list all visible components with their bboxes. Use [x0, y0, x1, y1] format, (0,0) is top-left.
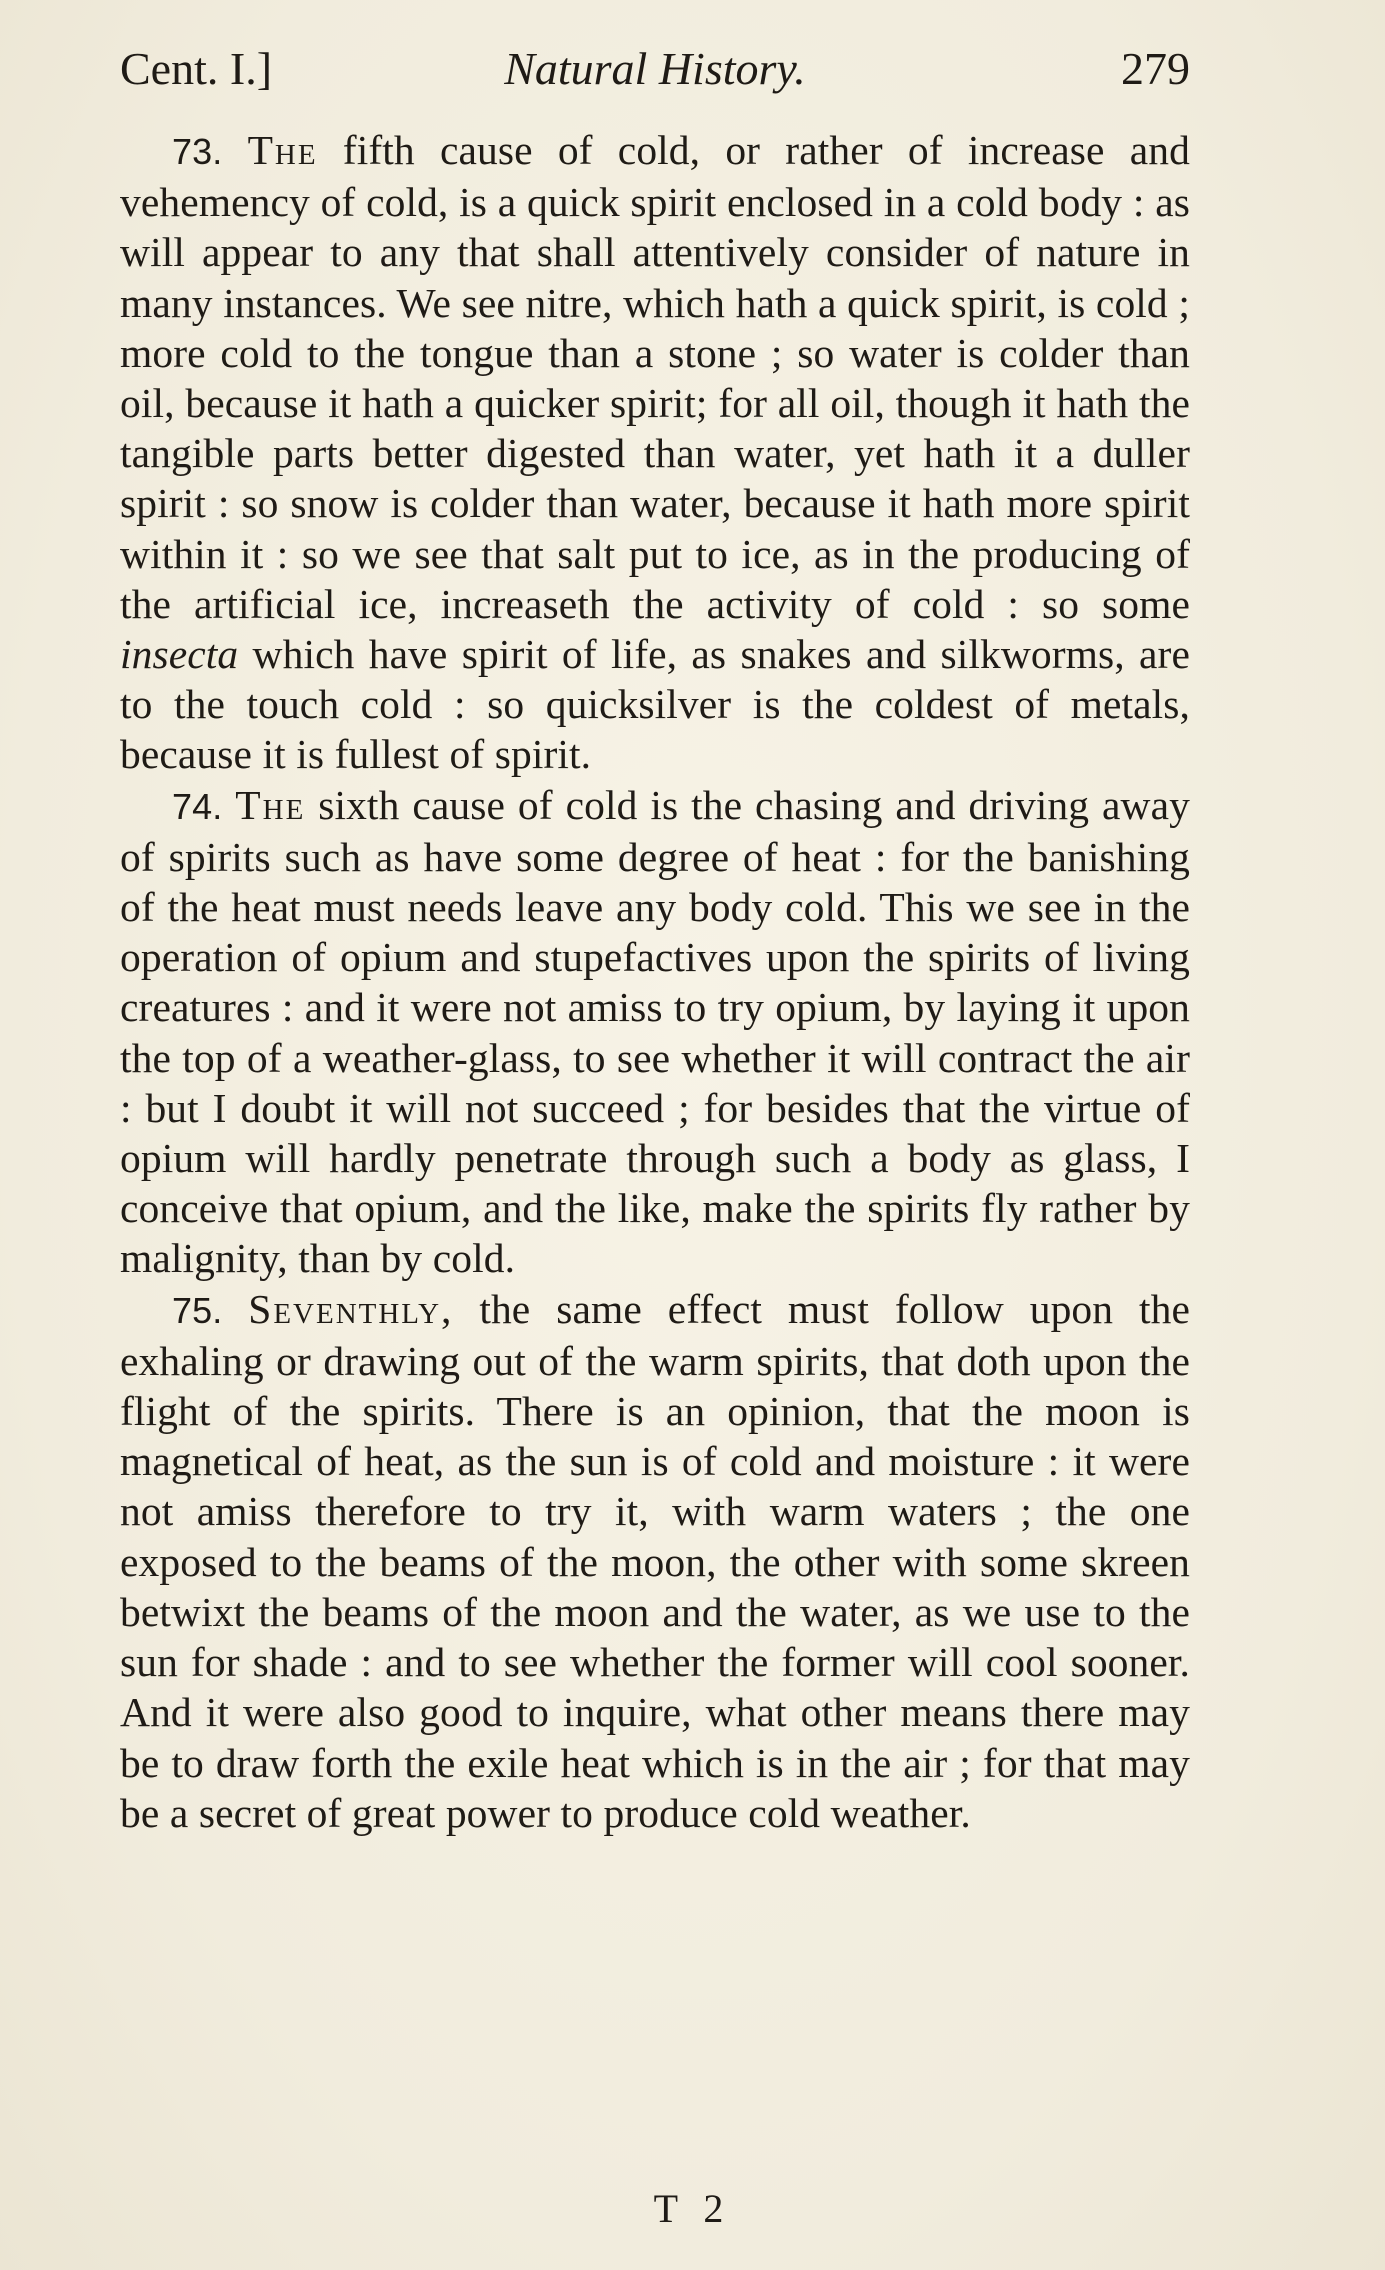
paragraph-text-continued: which have spirit of life, as snakes and silkworms, are to the touch cold : so quicksilver is the coldest of metals, because it is fullest of spirit. [120, 631, 1190, 778]
header-title: Natural History. [504, 43, 806, 94]
paragraph-text: the same effect must follow upon the exhaling or drawing out of the warm spirits, that doth upon the flight of the spirits. There is an opinion, that the moon is magnetical of heat, as the sun is of cold and moisture : it were not amiss therefore to try it, with warm waters ; the one exposed to the beams of the moon, the other with some skreen betwixt the beams of the moon and the water, as we use to the sun for shade : and to see whether the former will cool sooner. And it were also good to inquire, what other means there may be to draw forth the exile heat which is in the air ; for that may be a secret of great power to produce cold weather. [120, 1285, 1191, 1836]
italic-term: insecta [120, 631, 239, 678]
paragraph-75 [120, 1284, 1190, 1838]
paragraph-73 [120, 125, 1190, 780]
paragraph-number: 73. [172, 131, 223, 172]
running-header [120, 42, 1190, 112]
signature-mark: T 2 [653, 2186, 732, 2231]
paragraph-lead-word: The [235, 781, 306, 828]
header-section-label: Cent. I.] [120, 43, 273, 94]
paragraph-text: sixth cause of cold is the chasing and driving away of spirits such as have some degree of heat : for the banishing of the heat must needs leave any body cold. This we see in the operation of opium and stupefactives upon the spirits of living creatures : and it were not amiss to try opium, by laying it upon the top of a weather-glass, to see whether it will contract the air : but I doubt it will not succeed ; for besides that the virtue of opium will hardly penetrate through such a body as glass, I conceive that opium, and the like, make the spirits fly rather by malignity, than by cold. [120, 781, 1190, 1282]
body-text [120, 125, 1190, 1838]
paragraph-number: 74. [172, 785, 223, 827]
paragraph-number: 75. [172, 1289, 223, 1331]
paragraph-74 [120, 780, 1190, 1284]
paragraph-lead-word: Seventhly, [248, 1285, 454, 1332]
paragraph-text: fifth cause of cold, or rather of increase and vehemency of cold, is a quick spirit enclosed in a cold body : as will appear to any that shall attentively consider of nature in many instances. We see nitre, which hath a quick spirit, is cold ; more cold to the tongue than a stone ; so water is colder than oil, because it hath a quicker spirit; for all oil, though it hath the tangible parts better digested than water, yet hath it a duller spirit : so snow is colder than water, because it hath more spirit within it : so we see that salt put to ice, as in the producing of the artificial ice, increaseth the activity of cold : so some [120, 127, 1191, 627]
page-number: 279 [1121, 43, 1190, 94]
paragraph-lead-word: The [247, 127, 318, 173]
